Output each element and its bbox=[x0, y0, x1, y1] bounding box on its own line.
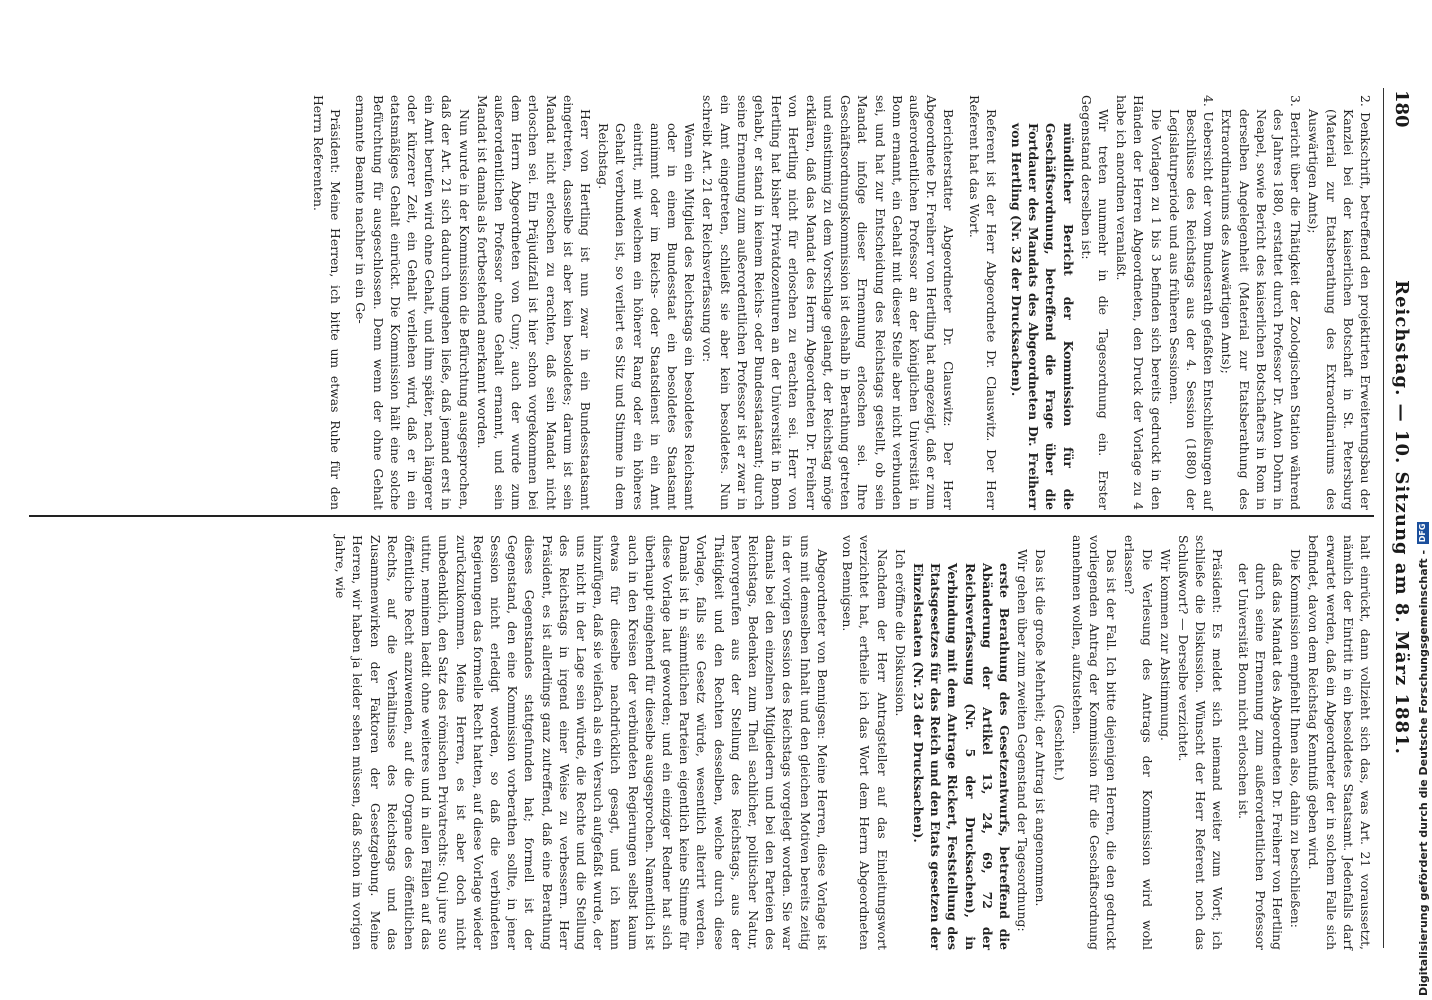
text-paragraph: Referent ist der Herr Abgeordnete Dr. Clauswitz. Der Herr Referent hat das Wort. bbox=[966, 95, 999, 510]
page-number: 180 bbox=[1391, 90, 1412, 128]
header-rule bbox=[1383, 88, 1384, 948]
text-paragraph: Nachdem der Herr Antragsteller auf das Einleitungswort verzichtet hat, ertheile ich das Wort dem Herrn Abgeordneten von Bennigsen. bbox=[840, 535, 890, 950]
president-remark: Präsident: Meine Herren, ich bitte um etwas Ruhe für den Herrn Referenten. bbox=[311, 95, 344, 510]
agenda-item: mündlicher Bericht der Kommission für die Geschäftsordnung, betreffend die Frage über die Fortdauer des Mandats des Abgeordneten Dr. Freiherr von Hertling (Nr. 32 der Drucksachen). bbox=[1008, 123, 1076, 510]
dfg-logo-icon: DFG bbox=[1418, 523, 1427, 543]
text-paragraph: Berichterstatter Abgeordneter Dr. Clauswitz: Der Herr Abgeordnete Dr. Freiherr von Hertling hat angezeigt, daß er zum außerordentlichen Professor an der königlichen Universität in Bonn ernannt, ein Gehalt mit dieser Stelle aber nicht verbunden sei, und hat zur Entscheidung des Reichstags gestellt, ob sein Mandat infolge dieser Ernennung erloschen sei. Ihre Geschäftsordnungskommission ist deshalb in Berathung getreten und einstimmig zu dem Vorschlage gelangt, der Reichstag möge erklären, daß das Mandat des Herrn Abgeordneten Dr. Freiherr von Hertling nicht für erloschen zu erachten sei. Herr von Hertling hat bisher Privatdozenturen an der Universität in Bonn gehabt, er stand in keinem Reichs- oder Bundesstaatsamt; durch seine Ernennung zum außerordentlichen Professor ist er zwar in ein Amt eingetreten, schließt sie aber kein besoldetes. Nun schreibt Art. 21 der Reichsverfassung vor: bbox=[700, 95, 957, 510]
text-paragraph: Ich eröffne die Diskussion. bbox=[892, 549, 908, 717]
text-paragraph: Die Vorlagen zu 1 bis 3 befinden sich bereits gedruckt in den Händen der Herren Abgeordneten, den Druck der Vorlage zu 4 habe ich anordnen veranlaßt. bbox=[1114, 95, 1164, 510]
text-paragraph: Nun wurde in der Kommission die Befürchtung ausgesprochen, daß der Art. 21 sich dadurch umgehen ließe, daß jemand erst in ein Amt berufen wird ohne Gehalt, und ihm später, nach längerer oder kürzerer Zeit, ein Gehalt verliehen wird, daß er in ein etatsmäßiges Gehalt einrückt. Die Kommission hält eine solche Befürchtung für ausgeschlossen. Denn wenn der ohne Gehalt ernannte Beamte nachher in ein Ge- bbox=[353, 95, 472, 510]
digitization-footer bbox=[1412, 0, 1432, 1000]
text-paragraph: Wir kommen zur Abstimmung. bbox=[1157, 549, 1173, 741]
digitization-note: Digitalisierung gefördert durch die Deutsche Forschungsgemeinschaft - bbox=[1416, 549, 1430, 996]
running-head: Reichstag. — 10. Sitzung am 8. März 1881. bbox=[1391, 280, 1412, 755]
text-paragraph: 2. Denkschrift, betreffend den projektirten Erweiterungsbau der Kanzlei bei der kaiserlichen Botschaft in St. Petersburg (Material zur Etatsberathung des Extraordinariums des Auswärtigen Amts); bbox=[1306, 95, 1373, 510]
text-paragraph: Die Verlesung des Antrags der Kommission wird wohl erlassen? bbox=[1122, 535, 1155, 950]
agenda-item: erste Berathung des Gesetzentwurfs, betreffend die Abänderung der Artikel 13, 24, 69, 72 der Reichsverfassung (Nr. 5 der Drucksachen), in Verbindung mit dem Antrage Rickert, Feststellung des Etatsgesetzes für das Reich und den Etats gesetzen der Einzelstaaten (Nr. 23 der Drucksachen). bbox=[910, 563, 1012, 950]
page-header bbox=[1382, 90, 1412, 945]
text-paragraph: 3. Bericht über die Thätigkeit der Zoologischen Station während des Jahres 1880, erstattet durch Professor Dr. Anton Dohrn in Neapel, sowie Bericht des kaiserlichen Botschafters in Rom in derselben Angelegenheit (Material zur Etatsberathung des Extraordinariums des Auswärtigen Amts); bbox=[1219, 95, 1304, 510]
column-divider bbox=[29, 515, 1374, 517]
text-paragraph: Herr von Hertling ist nun zwar in ein Bundesstaatsamt eingetreten, dasselbe ist aber kein besoldetes; darum ist sein Mandat nicht erloschen zu erachten, daß sein Mandat nicht erloschen sei. Ein Präjudizfall ist hier schon vorgekommen bei dem Herrn Abgeordneten von Cuny; auch der wurde zum außerordentlichen Professor ohne Gehalt ernannt, und sein Mandat ist damals als fortbestehend anerkannt worden. bbox=[474, 95, 594, 510]
president-remark: Präsident: Es meldet sich niemand weiter zum Wort; ich schließe die Diskussion. Wünscht der Herr Referent noch das Schlußwort? — Derselbe verzichtet. bbox=[1175, 535, 1226, 950]
quoted-article: Wenn ein Mitglied des Reichstags ein besoldetes Reichsamt oder in einem Bundesstaat ein besoldetes Staatsamt annimmt oder im Reichs- oder Staatsdienst in ein Amt eintritt, mit welchem ein höherer Rang oder ein höheres Gehalt verbunden ist, so verliert es Sitz und Stimme in dem Reichstag. bbox=[596, 123, 698, 510]
left-column bbox=[309, 95, 1374, 510]
stage-direction: (Geschieht.) bbox=[1051, 704, 1067, 781]
resolution-text: daß das Mandat des Abgeordneten Dr. Freiherr von Hertling durch seine Ernennung zum außerordentlichen Professor der Universität Bonn nicht erloschen ist. bbox=[1235, 563, 1285, 950]
right-column bbox=[331, 535, 1374, 950]
text-paragraph: halt einrückt, dann vollzieht sich das, was Art. 21 voraussetzt, nämlich der Eintritt in ein besoldetes Staatsamt. Jedenfalls darf erwartet werden, daß ein Abgeordneter der in solchem Falle sich befindet, davon dem Reichstag Kenntniß geben wird. bbox=[1306, 535, 1373, 950]
speech-paragraph: Abgeordneter von Bennigsen: Meine Herren, diese Vorlage ist uns mit demselben Inhalt und den gleichen Motiven bereits zeitig in der vorigen Session des Reichstags vorgelegt worden. Sie war damals bei den einzelnen Mitgliedern und bei den Parteien des Reichstags, Bedenken zum Theil sachlicher, politischer Natur, hervorgerufen aus der Stellung des Reichstags, aus der Thätigkeit und den Rechten desselben, welche durch diese Vorlage, falls sie Gesetz würde, wesentlich alterirt werden. Damals ist in sämmtlichen Parteien eigentlich keine Stimme für diese Vorlage laut geworden; und ein einziger Redner hat sich überhaupt eingehend für dieselbe ausgesprochen. Namentlich ist auch in den Kreisen der verbündeten Regierungen selbst kaum etwas für dieselbe nachdrücklich gesagt, und ich kann hinzufügen, daß sie vielfach als ein Versuch aufgefaßt wurde, der uns nicht in der Lage sein würde, die Rechte und die Stellung des Reichstags in irgend einer Weise zu verbessern. Herr Präsident, es ist allerdings ganz zutreffend, daß eine Berathung dieses Gegenstandes stattgefunden hat; formell ist der Gegenstand, den eine Kommission vorberathen sollte, in jener Session nicht erledigt worden, so daß die verbündeten Regierungen das formelle Recht hatten, auf diese Vorlage wieder zurückzukommen. Meine Herren, es ist aber doch nicht unbedenklich, den Satz des römischen Privatrechts: Qui jure suo utitur, neminem laedit ohne weiteres und in allen Fällen auf das öffentliche Recht anzuwenden, auf die Organe des öffentlichen Rechts, auf die Verhältnisse des Reichstags und das Zusammenwirken der Faktoren der Gesetzgebung. Meine Herren, wir haben ja leider sehen müssen, daß schon im vorigen Jahre, wie bbox=[333, 535, 830, 950]
text-paragraph: Das ist der Fall. Ich bitte diejenigen Herren, die den gedruckt vorliegenden Antrag der Kommission für die Geschäftsordnung annehmen wollen, aufzustehen. bbox=[1069, 535, 1120, 950]
text-paragraph: Wir treten nunmehr in die Tagesordnung ein. Erster Gegenstand derselben ist: bbox=[1078, 95, 1111, 510]
text-paragraph: Das ist die große Mehrheit; der Antrag ist angenommen. bbox=[1033, 549, 1049, 907]
text-paragraph: Wir gehen über zum zweiten Gegenstand der Tagesordnung: bbox=[1015, 549, 1031, 932]
text-paragraph: Die Kommission empfiehlt Ihnen also, dahin zu beschließen: bbox=[1288, 549, 1304, 928]
text-paragraph: 4. Uebersicht der vom Bundesrath gefaßten Entschließungen auf Beschlüsse des Reichstags aus der 4. Session (1880) der Legislaturperiode und aus früheren Sessionen. bbox=[1166, 95, 1217, 510]
